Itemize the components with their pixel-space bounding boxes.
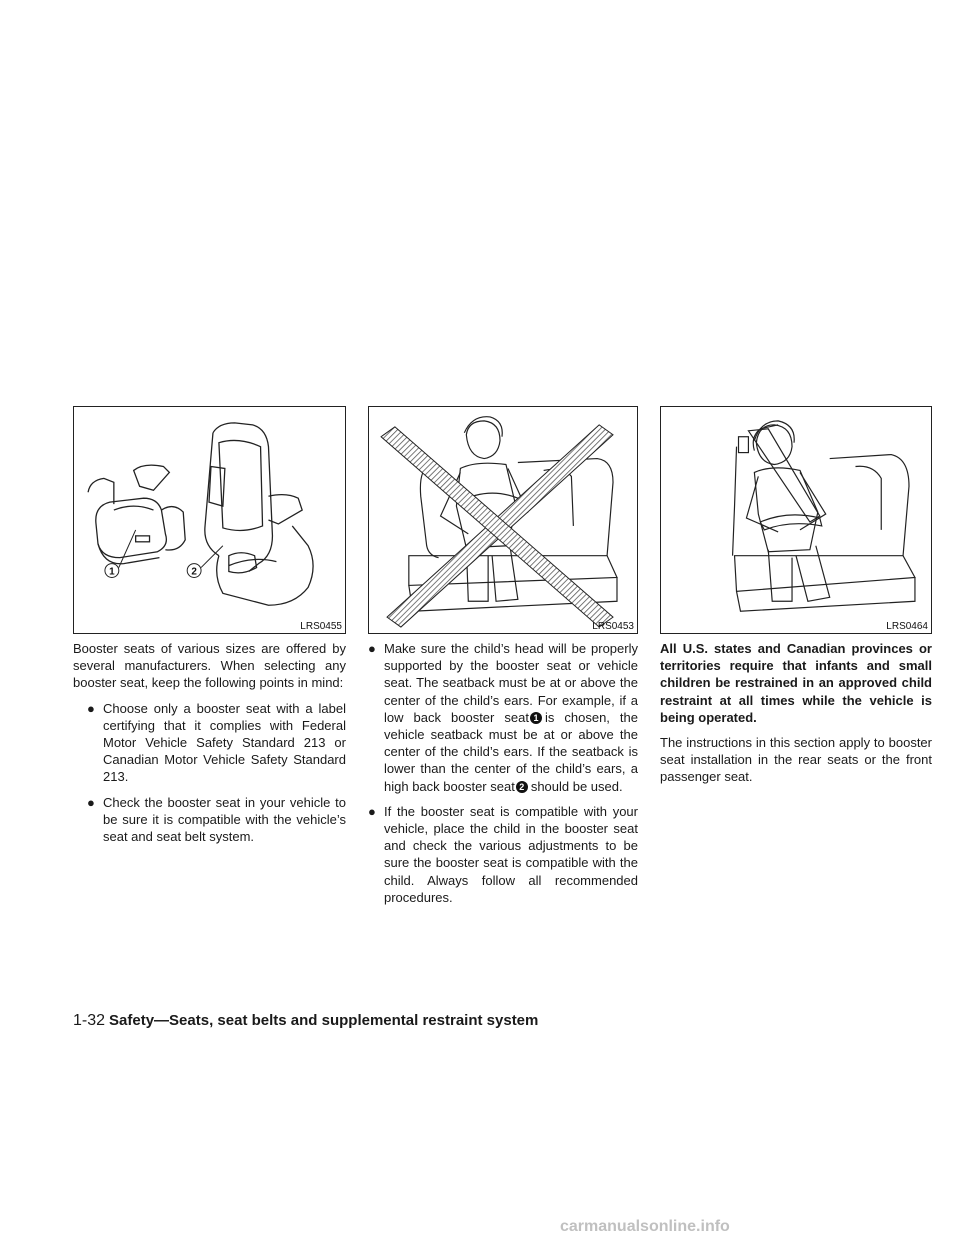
- page-footer: [73, 1012, 538, 1030]
- bullet-glyph: ●: [87, 794, 95, 810]
- text-column-1: [73, 640, 346, 853]
- bullet-text: should be used.: [530, 778, 623, 794]
- figure-code: LRS0455: [300, 621, 342, 632]
- bullet-text: If the booster seat is compatible with your vehicle, place the child in the booster seat and check the various adjustments to be sure the booster seat is compatible with the child. Always follow all recommended procedures.: [384, 803, 638, 905]
- text-column-3: [660, 640, 932, 794]
- bullet-glyph: ●: [368, 803, 376, 819]
- bullet-glyph: ●: [87, 700, 95, 716]
- instruction-paragraph: The instructions in this section apply to booster seat installation in the rear seats or the front passenger seat.: [660, 735, 932, 785]
- booster-seat-illustration: [74, 407, 345, 633]
- callout-1: 1: [109, 566, 115, 578]
- figure-code: LRS0453: [592, 621, 634, 632]
- figure-code: LRS0464: [886, 621, 928, 632]
- bullet-item: [87, 700, 346, 786]
- bullet-text: Make sure the child’s head will be properly supported by the booster seat or vehicle seat. The seatback must be at or above the center of the child’s ears. For example, if a low back booster seat: [384, 641, 638, 725]
- intro-paragraph: Booster seats of various sizes are offered by several manufacturers. When selecting any booster seat, keep the following points in mind:: [73, 641, 346, 691]
- watermark: carmanualsonline.info: [560, 1218, 730, 1235]
- page-number: 1-32: [73, 1012, 106, 1029]
- figure-incorrect-seating: [368, 406, 638, 634]
- text-column-2: [368, 640, 638, 914]
- bullet-text: is chosen, the vehicle seatback must be at or above the center of the child’s ears. If the seatback is lower than the center of the child’s ears, a high back booster seat: [384, 709, 639, 794]
- callout-2-badge: 2: [516, 781, 528, 793]
- bullet-text: Check the booster seat in your vehicle to be sure it is compatible with the vehicle’s seat and seat belt system.: [103, 794, 346, 845]
- callout-1-badge: 1: [530, 712, 542, 724]
- correct-seating-illustration: [661, 407, 931, 633]
- bullet-glyph: ●: [368, 641, 376, 656]
- figure-booster-seats: [73, 406, 346, 634]
- bullet-item: [87, 794, 346, 846]
- figure-correct-seating: [660, 406, 932, 634]
- bullet-text: Choose only a booster seat with a label certifying that it complies with Federal Motor Vehicle Safety Standard 213 or Canadian Motor Vehicle Safety Standard 213.: [103, 700, 346, 785]
- bold-paragraph: All U.S. states and Canadian provinces or territories require that infants and small children be restrained in an approved child restraint at all times while the vehicle is being operated.: [660, 641, 932, 725]
- section-title: Safety—Seats, seat belts and supplemental restraint system: [109, 1012, 539, 1029]
- incorrect-seating-illustration: [369, 407, 637, 633]
- bullet-item: [368, 803, 638, 906]
- bullet-item: [368, 640, 638, 795]
- callout-2: 2: [191, 566, 197, 578]
